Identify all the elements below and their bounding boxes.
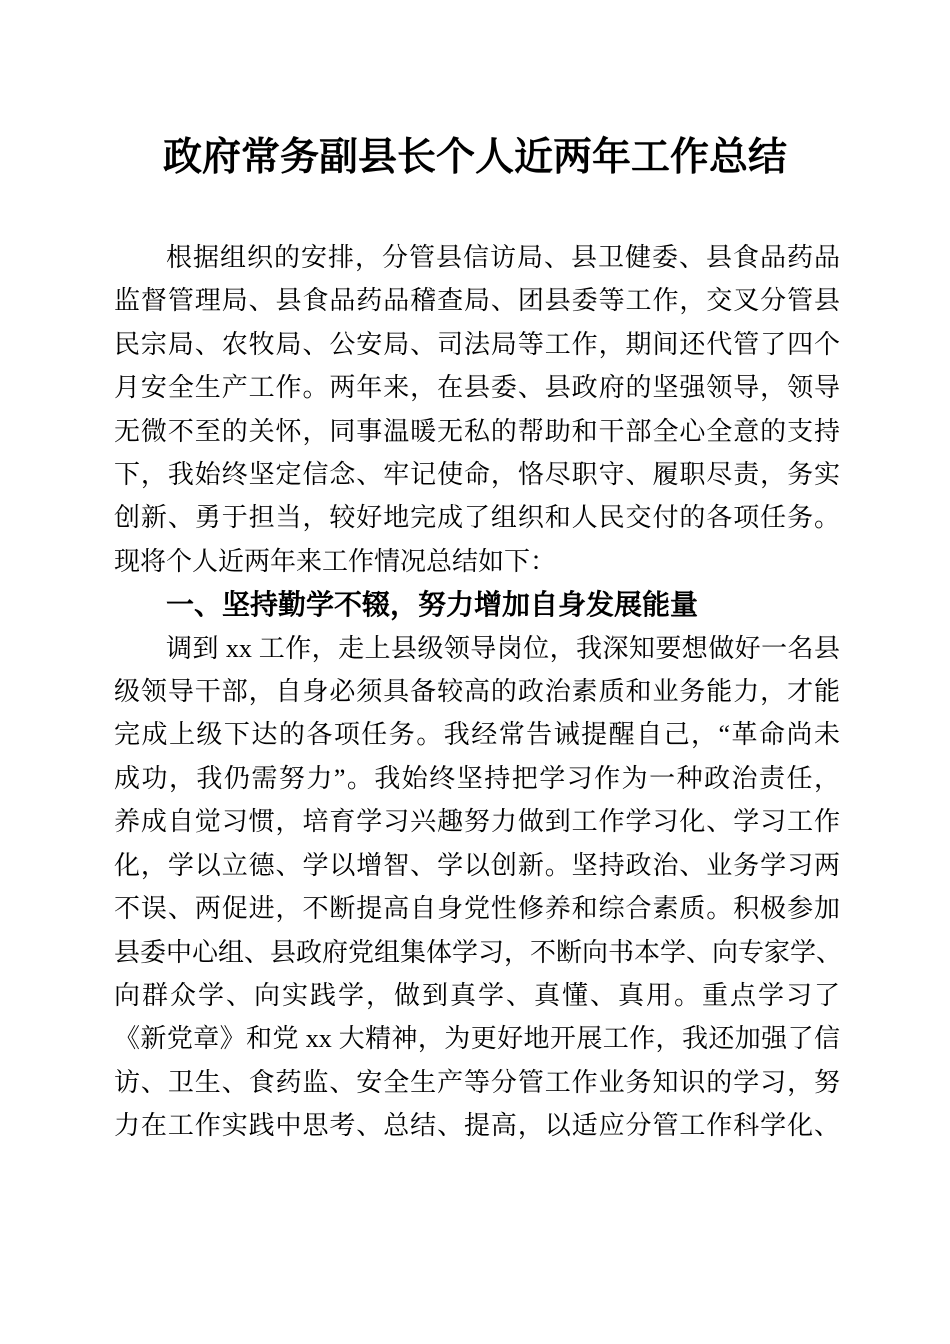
text-line: 现将个人近两年来工作情况总结如下：	[114, 546, 557, 576]
text-line: 民宗局、农牧局、公安局、司法局等工作，期间还代管了四个	[114, 329, 840, 359]
text-line: 月安全生产工作。两年来，在县委、县政府的坚强领导，领导	[114, 373, 840, 403]
text-line: 向群众学、向实践学，做到真学、真懂、真用。重点学习了	[114, 980, 840, 1010]
text-line: 无微不至的关怀，同事温暖无私的帮助和干部全心全意的支持	[114, 416, 840, 446]
document-body	[114, 236, 843, 1148]
document-page	[0, 132, 950, 1344]
text-line: 创新、勇于担当，较好地完成了组织和人民交付的各项任务。	[114, 503, 840, 533]
text-line: 成功，我仍需努力”。我始终坚持把学习作为一种政治责任，	[114, 763, 840, 793]
paragraph-intro	[114, 236, 840, 583]
text-line: 调到 xx 工作，走上县级领导岗位，我深知要想做好一名县	[166, 633, 840, 663]
text-line: 根据组织的安排，分管县信访局、县卫健委、县食品药品	[166, 243, 840, 272]
text-line: 不误、两促进，不断提高自身党性修养和综合素质。积极参加	[114, 894, 840, 924]
text-line: 监督管理局、县食品药品稽查局、团县委等工作，交叉分管县	[114, 286, 840, 316]
text-line: 力在工作实践中思考、总结、提高，以适应分管工作科学化、	[114, 1111, 840, 1141]
text-line: 化，学以立德、学以增智、学以创新。坚持政治、业务学习两	[114, 850, 840, 880]
text-line: 县委中心组、县政府党组集体学习，不断向书本学、向专家学、	[114, 937, 843, 967]
text-line: 《新党章》和党 xx 大精神，为更好地开展工作，我还加强了信	[114, 1024, 840, 1054]
paragraph-section-1	[114, 627, 843, 1148]
section-heading-1: 一、坚持勤学不辍，努力增加自身发展能量	[166, 589, 699, 621]
document-title: 政府常务副县长个人近两年工作总结	[162, 136, 787, 179]
text-line: 完成上级下达的各项任务。我经常告诫提醒自己，“革命尚未	[114, 720, 840, 750]
text-line: 养成自觉习惯，培育学习兴趣努力做到工作学习化、学习工作	[114, 807, 840, 837]
text-line: 访、卫生、食药监、安全生产等分管工作业务知识的学习，努	[114, 1067, 840, 1097]
text-line: 级领导干部，自身必须具备较高的政治素质和业务能力，才能	[114, 677, 840, 707]
text-line: 下，我始终坚定信念、牢记使命，恪尽职守、履职尽责，务实	[114, 460, 840, 490]
